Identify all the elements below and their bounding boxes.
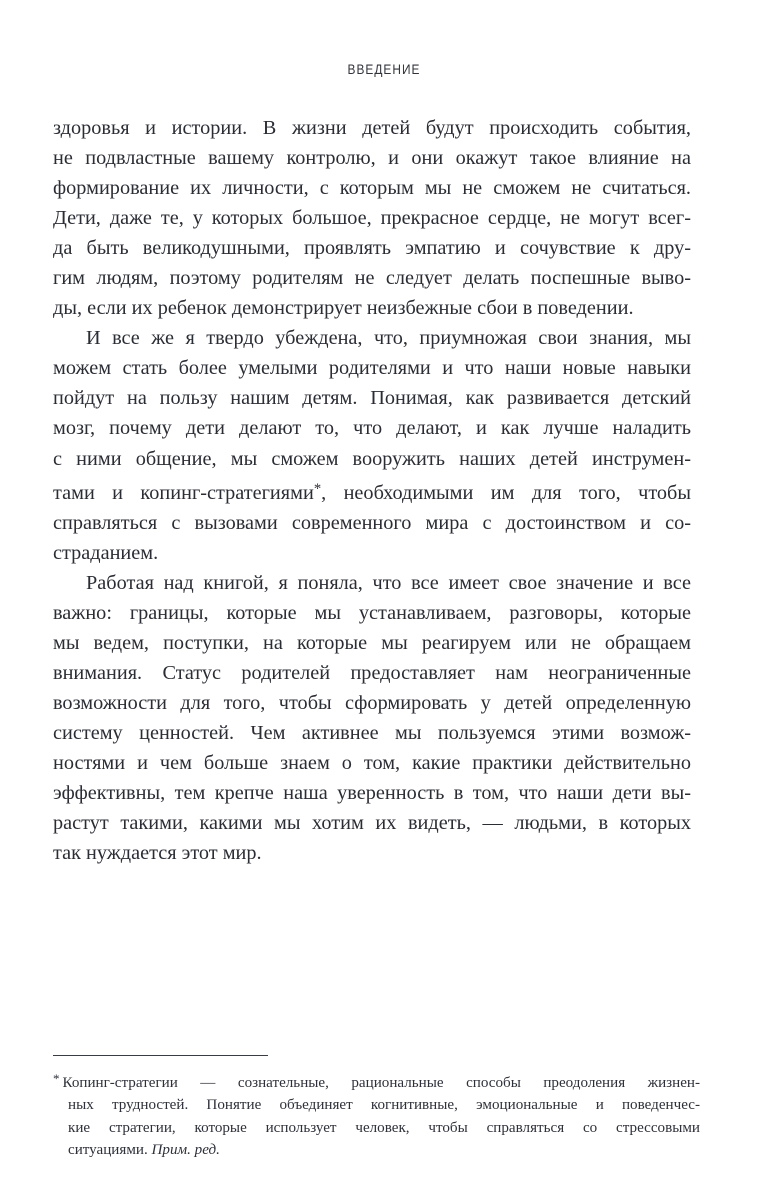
- text-line: ды, если их ребенок демонстрирует неизбежные сбои в поведении.: [53, 297, 634, 320]
- footnote-marker: *: [53, 1071, 60, 1086]
- body-text-block: [53, 113, 691, 868]
- text-line: эффективны, тем крепче наша уверенность в том, что наши дети вы-: [53, 782, 691, 805]
- text-line: систему ценностей. Чем активнее мы пользуемся этими возмож-: [53, 722, 691, 745]
- text-line: внимания. Статус родителей предоставляет нам неограниченные: [53, 661, 691, 684]
- footnote-line: [53, 1139, 700, 1161]
- text-line: растут такими, какими мы хотим их видеть, — людьми, в которых: [53, 812, 691, 835]
- footnote-block: [53, 1068, 700, 1161]
- footnote-line: ных трудностей. Понятие объединяет когнитивные, эмоциональные и поведенчес-: [68, 1097, 700, 1114]
- footnote-line-text: ситуациями.: [68, 1142, 152, 1159]
- footnote-line: кие стратегии, которые использует человек, чтобы справляться со стрессовыми: [68, 1119, 700, 1136]
- text-line: можем стать более умелыми родителями и что наши новые навыки: [53, 357, 691, 380]
- text-line: с ними общение, мы сможем вооружить наших детей инструмен-: [53, 447, 691, 470]
- text-line: не подвластные вашему контролю, и они окажут такое влияние на: [53, 147, 691, 170]
- footnote-attribution: Прим. ред.: [151, 1142, 220, 1159]
- text-line: так нуждается этот мир.: [53, 842, 262, 865]
- text-line: пойдут на пользу нашим детям. Понимая, как развивается детский: [53, 387, 691, 410]
- text-line: справляться с вызовами современного мира с достоинством и со-: [53, 511, 691, 534]
- text-line: ностями и чем больше знаем о том, какие практики действительно: [53, 752, 691, 775]
- text-line: да быть великодушными, проявлять эмпатию и сочувствие к дру-: [53, 237, 691, 260]
- text-line: здоровья и истории. В жизни детей будут происходить события,: [53, 117, 691, 139]
- text-line: страданием.: [53, 541, 159, 564]
- text-line: мозг, почему дети делают то, что делают, и как лучше наладить: [53, 417, 691, 440]
- running-head: ВВЕДЕНИЕ: [347, 62, 421, 77]
- text-line: гим людям, поэтому родителям не следует делать поспешные выво-: [53, 267, 691, 290]
- text-line: возможности для того, чтобы сформировать у детей определенную: [53, 692, 691, 715]
- paragraph-3: [53, 568, 691, 868]
- text-line: формирование их личности, с которым мы не сможем не считаться.: [53, 177, 691, 200]
- paragraph-1: [53, 113, 691, 323]
- footnote-line-text: Копинг-стратегии — сознательные, рациональные способы преодоления жизнен-: [62, 1075, 700, 1092]
- paragraph-2: [53, 323, 691, 568]
- text-line: И все же я твердо убеждена, что, приумножая свои знания, мы: [86, 327, 691, 350]
- text-line: Работая над книгой, я поняла, что все имеет свое значение и все: [86, 571, 691, 594]
- footnote-reference-marker: *: [313, 480, 322, 497]
- text-line: важно: границы, которые мы устанавливаем, разговоры, которые: [53, 601, 691, 624]
- text-line: Дети, даже те, у которых большое, прекрасное сердце, не могут всег-: [53, 207, 691, 230]
- footnote-line: [53, 1068, 700, 1094]
- text-line-with-footnote-marker: тами и копинг-стратегиями*, необходимыми им для того, чтобы: [53, 480, 691, 504]
- footnote-separator-rule: [53, 1055, 268, 1056]
- text-line: мы ведем, поступки, на которые мы реагируем или не обращаем: [53, 631, 691, 654]
